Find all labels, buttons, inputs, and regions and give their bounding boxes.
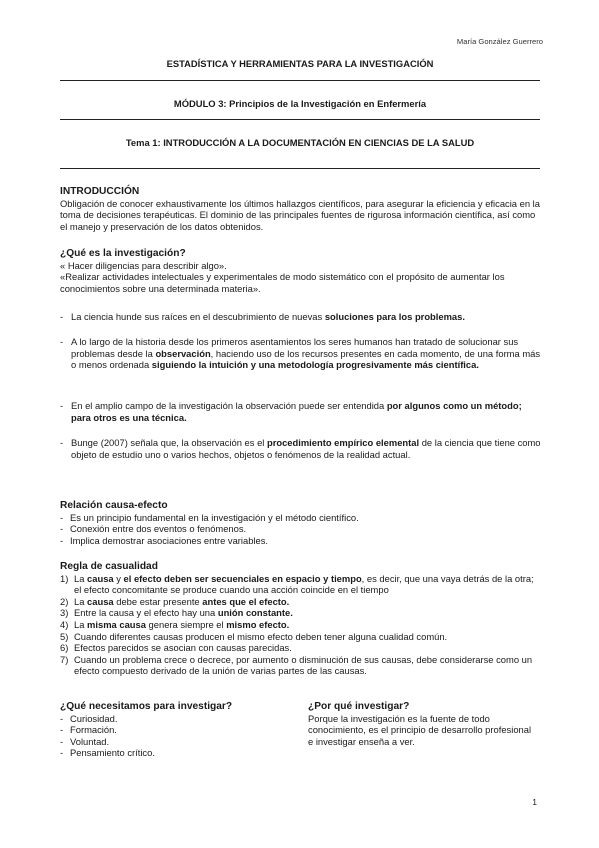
item-text: La	[74, 618, 88, 630]
list-item	[60, 437, 541, 460]
item-text: La	[74, 572, 88, 584]
topic-title: Tema 1: INTRODUCCIÓN A LA DOCUMENTACIÓN EN CIENCIAS DE LA SALUD	[125, 137, 475, 148]
item-text: y	[113, 572, 124, 584]
list-item: - Voluntad.	[60, 736, 280, 748]
causa-efecto-section	[60, 500, 540, 546]
list-item: - Implica demostrar asociaciones entre variables.	[60, 535, 540, 547]
why-heading: ¿Por qué investigar?	[308, 701, 410, 712]
intro-heading: INTRODUCCIÓN	[60, 186, 140, 197]
point-bold: por algunos como un método; para otros es una técnica.	[71, 400, 522, 423]
item-number: 7)	[60, 653, 69, 665]
point-3	[60, 400, 540, 423]
intro-text: Obligación de conocer exhaustivamente los últimos hallazgos científicos, para asegurar la eficiencia y eficacia en la toma de decisiones terapéuticas. El dominio de las principales fuentes de rigurosa información científica, así como el manejo y preservación de los datos obtenidos.	[60, 197, 540, 232]
item-number: 3)	[60, 607, 69, 619]
item-number: 5)	[60, 630, 69, 642]
page-number: 1	[532, 797, 537, 807]
point-text: La ciencia hunde sus raíces en el descubrimiento de nuevas	[71, 311, 325, 322]
list-item: - Pensamiento crítico.	[60, 747, 280, 759]
item-bold: unión constante.	[217, 607, 293, 619]
list-item	[60, 619, 540, 631]
list-item	[60, 311, 541, 323]
list-item	[60, 596, 540, 608]
list-item	[60, 654, 540, 677]
point-text: Bunge (2007) señala que, la observación es el	[71, 437, 267, 448]
module-title: MÓDULO 3: Principios de la Investigación en Enfermería	[173, 98, 427, 109]
author-name: María González Guerrero	[456, 37, 543, 46]
point-bold: soluciones para los problemas.	[324, 311, 465, 322]
point-1	[60, 311, 540, 323]
list-item: - Curiosidad.	[60, 713, 280, 725]
list-item: - Conexión entre dos eventos o fenómenos.	[60, 523, 540, 535]
causalidad-section	[60, 561, 540, 677]
document-title: ESTADÍSTICA Y HERRAMIENTAS PARA LA INVESTIGACIÓN	[166, 58, 434, 69]
point-text: de la ciencia que tiene como objeto de estudio uno o varios hechos, objetos o fenómenos de la realidad actual.	[71, 437, 541, 460]
point-2	[60, 336, 540, 371]
item-bold: el efecto deben ser secuenciales en espacio y tiempo	[123, 572, 362, 584]
item-text: La	[74, 595, 88, 607]
what-is-heading: ¿Qué es la investigación?	[60, 248, 186, 259]
list-item	[60, 642, 540, 654]
list-item: - Formación.	[60, 724, 280, 736]
point-bold: procedimiento empírico elemental	[266, 437, 420, 448]
item-text: debe estar presente	[113, 595, 203, 607]
item-text: Cuando un problema crece o decrece, por aumento o disminución de sus causas, debe considerarse como un efecto compuesto derivado de la unión de varias partes de las causas.	[74, 653, 533, 677]
item-text: , es decir, que una vaya detrás de la otra; el efecto concomitante se produce cuando una acción coincide en el tiempo	[74, 572, 534, 596]
item-text: genera siempre el	[145, 618, 227, 630]
point-bold: observación	[155, 347, 211, 359]
item-number: 1)	[60, 572, 69, 584]
needs-heading: ¿Qué necesitamos para investigar?	[60, 701, 233, 712]
item-text: Cuando diferentes causas producen el mismo efecto deben tener alguna cualidad común.	[74, 630, 448, 642]
item-bold: misma causa	[87, 618, 146, 630]
point-text: A lo largo de la historia desde los primeros asentamientos los seres humanos han tratado de solucionar sus problemas desde la	[71, 336, 519, 359]
point-4	[60, 437, 540, 460]
list-item: - Es un principio fundamental en la investigación y el método científico.	[60, 512, 540, 524]
causalidad-heading: Regla de casualidad	[60, 561, 158, 572]
item-bold: causa	[87, 595, 114, 607]
needs-section	[60, 701, 280, 759]
item-number: 2)	[60, 595, 69, 607]
list-item	[60, 607, 540, 619]
item-bold: causa	[87, 572, 114, 584]
divider	[60, 168, 540, 169]
item-bold: mismo efecto.	[226, 618, 290, 630]
list-item	[60, 400, 541, 423]
what-is-line1: « Hacer diligencias para describir algo».	[60, 259, 227, 271]
what-is-section	[60, 248, 540, 294]
item-number: 4)	[60, 618, 69, 630]
causa-efecto-heading: Relación causa-efecto	[60, 500, 168, 511]
list-item	[60, 336, 541, 371]
list-item	[60, 573, 540, 596]
item-number: 6)	[60, 642, 69, 654]
point-text: , haciendo uso de los recursos presentes en cada momento, de una forma más o menos ordenada	[71, 347, 541, 371]
divider	[60, 80, 540, 81]
what-is-line2: «Realizar actividades intelectuales y experimentales de modo sistemático con el propósito de aumentar los conocimientos sobre una determinada materia».	[60, 271, 505, 294]
why-text: Porque la investigación es la fuente de todo conocimiento, es el principio de desarrollo profesional e investigar enseña a ver.	[308, 712, 532, 747]
item-text: Entre la causa y el efecto hay una	[74, 607, 218, 619]
item-text: Efectos parecidos se asocian con causas parecidas.	[74, 642, 292, 654]
list-item	[60, 631, 540, 643]
point-bold: siguiendo la intuición y una metodología progresivamente más científica.	[151, 359, 479, 371]
point-text: En el amplio campo de la investigación la observación puede ser entendida	[71, 400, 387, 411]
divider	[60, 119, 540, 120]
item-bold: antes que el efecto.	[202, 595, 290, 607]
intro-section	[60, 186, 540, 232]
why-section	[308, 701, 533, 747]
